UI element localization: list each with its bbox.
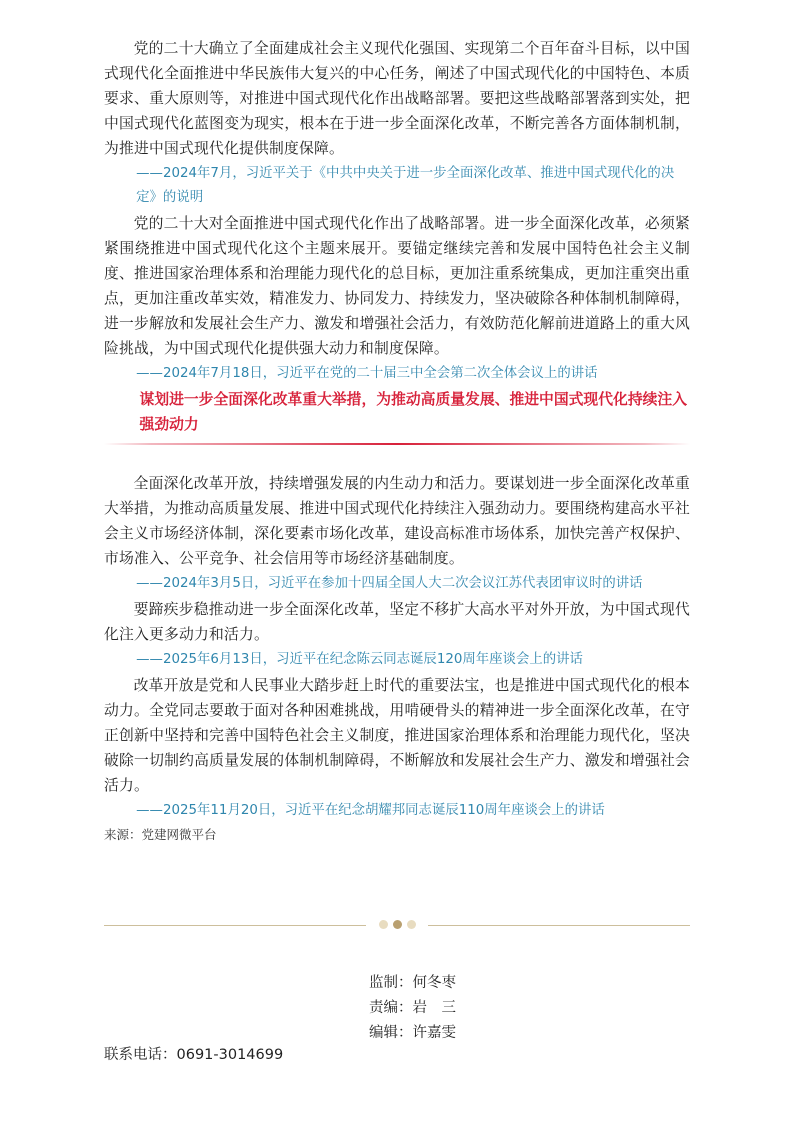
paragraph: 改革开放是党和人民事业大踏步赶上时代的重要法宝，也是推进中国式现代化的根本动力。全党同志要敢于面对各种困难挑战，用啃硬骨头的精神进一步全面深化改革，在守正创新中坚持和完善中国特色社会主义制度，推进国家治理体系和治理能力现代化，坚决破除一切制约高质量发展的体制机制障碍，不断解放和发展社会生产力、激发和增强社会活力。: [104, 677, 690, 794]
credits-block: [369, 971, 456, 1046]
quote-citation: ——2025年11月20日，习近平在纪念胡耀邦同志诞辰110周年座谈会上的讲话: [136, 803, 605, 818]
quote-citation: ——2025年6月13日，习近平在纪念陈云同志诞辰120周年座谈会上的讲话: [136, 652, 583, 667]
editor-credit: 编辑：许嘉雯: [369, 1025, 456, 1041]
divider-line-right: [428, 925, 690, 926]
paragraph: 要蹄疾步稳推动进一步全面深化改革，坚定不移扩大高水平对外开放，为中国式现代化注入更多动力和活力。: [104, 601, 690, 643]
headline-underline: [104, 443, 690, 445]
paragraph: 党的二十大确立了全面建成社会主义现代化强国、实现第二个百年奋斗目标，以中国式现代化全面推进中华民族伟大复兴的中心任务，阐述了中国式现代化的中国特色、本质要求、重大原则等，对推进中国式现代化作出战略部署。要把这些战略部署落到实处，把中国式现代化蓝图变为现实，根本在于进一步全面深化改革，不断完善各方面体制机制，为推进中国式现代化提供制度保障。: [104, 40, 690, 157]
quote-citation: ——2024年7月18日，习近平在党的二十届三中全会第二次全体会议上的讲话: [136, 366, 598, 381]
quote-citation: ——2024年7月，习近平关于《中共中央关于进一步全面深化改革、推进中国式现代化的决定》的说明: [136, 166, 675, 205]
divider-dot-icon: [393, 920, 402, 929]
divider-dot-icon: [379, 920, 388, 929]
divider-line-left: [104, 925, 366, 926]
chief-editor-credit: 责编：岩 三: [369, 1000, 456, 1016]
source-label: 来源：党建网微平台: [104, 827, 217, 842]
divider-dot-icon: [407, 920, 416, 929]
ornamental-divider: [104, 918, 690, 932]
contact-phone: 联系电话：0691-3014699: [104, 1047, 284, 1063]
section-headline: 谋划进一步全面深化改革重大举措，为推动高质量发展、推进中国式现代化持续注入强劲动力: [139, 391, 688, 433]
paragraph: 全面深化改革开放，持续增强发展的内生动力和活力。要谋划进一步全面深化改革重大举措，为推动高质量发展、推进中国式现代化持续注入强劲动力。要围绕构建高水平社会主义市场经济体制，深化要素市场化改革，建设高标准市场体系，加快完善产权保护、市场准入、公平竞争、社会信用等市场经济基础制度。: [104, 475, 690, 567]
paragraph: 党的二十大对全面推进中国式现代化作出了战略部署。进一步全面深化改革，必须紧紧围绕推进中国式现代化这个主题来展开。要锚定继续完善和发展中国特色社会主义制度、推进国家治理体系和治理能力现代化的总目标，更加注重系统集成，更加注重突出重点，更加注重改革实效，精准发力、协同发力、持续发力，坚决破除各种体制机制障碍，进一步解放和发展社会生产力、激发和增强社会活力，有效防范化解前进道路上的重大风险挑战，为中国式现代化提供强大动力和制度保障。: [104, 215, 690, 357]
article-body: [104, 36, 690, 845]
quote-citation: ——2024年3月5日，习近平在参加十四届全国人大二次会议江苏代表团审议时的讲话: [136, 576, 643, 591]
supervisor-credit: 监制：何冬枣: [369, 975, 456, 991]
